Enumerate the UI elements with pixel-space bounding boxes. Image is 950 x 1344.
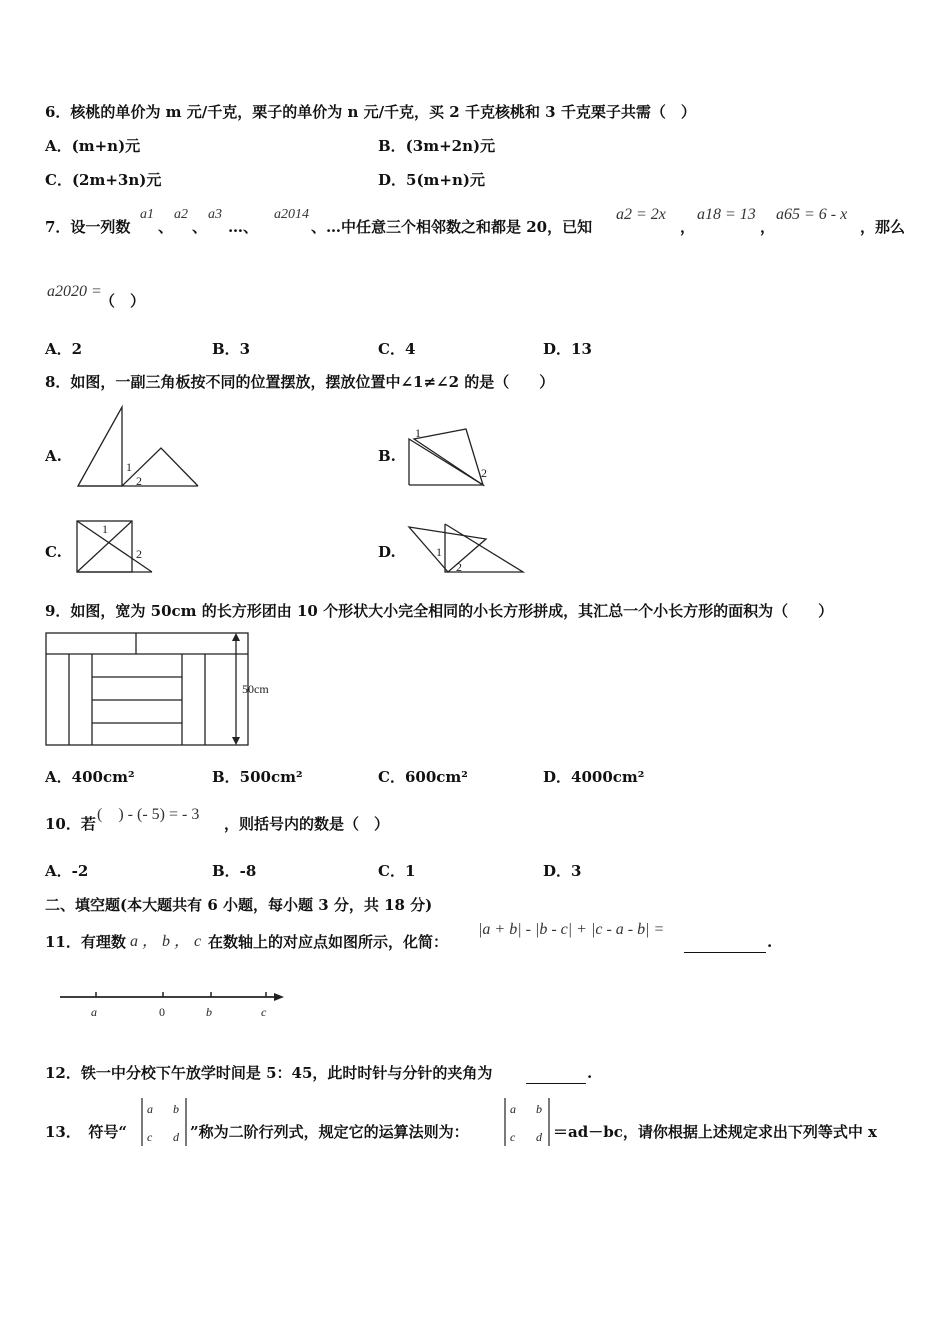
q8d-angle-1: 1 — [436, 545, 442, 559]
q13-determinant-symbol — [140, 1096, 190, 1150]
q11-lead: 11．有理数 — [45, 933, 126, 951]
q9-option-a[interactable]: A．400cm² — [45, 768, 135, 786]
q7-option-a[interactable]: A．2 — [45, 340, 83, 358]
q8c-angle-2: 2 — [136, 547, 142, 561]
q10-expr: ( ) - (- 5) = - 3 — [97, 806, 200, 823]
q13-mid: ”称为二阶行列式，规定它的运算法则为： — [190, 1123, 469, 1141]
q6-option-c[interactable]: C．(2m+3n)元 — [45, 171, 162, 189]
q7-sep-2: 、 — [192, 218, 208, 236]
q8-stem: 8．如图，一副三角板按不同的位置摆放，摆放位置中∠1≠∠2 的是（ ） — [45, 373, 555, 391]
q8b-angle-2: 2 — [481, 466, 487, 480]
q6-option-d[interactable]: D．5(m+n)元 — [378, 171, 485, 189]
q7-end: ，那么 — [860, 218, 906, 236]
q9-option-b[interactable]: B．500cm² — [212, 768, 303, 786]
q10-option-d[interactable]: D．3 — [543, 862, 582, 880]
q10-tail: ，则括号内的数是（ ） — [224, 815, 390, 833]
q7-seq-1: a1 — [140, 207, 154, 222]
q7-seq-2: a2 — [174, 207, 188, 222]
q8a-angle-2: 2 — [136, 474, 142, 488]
q7-ellipsis: …、 — [228, 218, 259, 236]
q8-option-b[interactable]: B. — [378, 447, 396, 465]
q13-lead: 13． 符号“ — [45, 1123, 128, 1141]
q7-comma-2: ， — [760, 218, 776, 236]
axis-label-0: 0 — [159, 1005, 165, 1019]
svg-text:c: c — [510, 1130, 516, 1144]
q10-option-a[interactable]: A．-2 — [45, 862, 89, 880]
q8-figure-c — [76, 518, 156, 576]
q7-option-c[interactable]: C．4 — [378, 340, 416, 358]
q11-number-line — [58, 990, 288, 1020]
q9-option-d[interactable]: D．4000cm² — [543, 768, 645, 786]
q6-option-b[interactable]: B．(3m+2n)元 — [378, 137, 496, 155]
q8-option-c[interactable]: C. — [45, 543, 62, 561]
q8d-angle-2: 2 — [456, 560, 462, 574]
q8-option-a[interactable]: A. — [45, 447, 62, 465]
q7-comma-1: ， — [680, 218, 696, 236]
q9-option-c[interactable]: C．600cm² — [378, 768, 468, 786]
q6-stem: 6．核桃的单价为 m 元/千克，栗子的单价为 n 元/千克，买 2 千克核桃和 3 千克栗子共需（ ） — [45, 103, 696, 121]
q7-option-d[interactable]: D．13 — [543, 340, 592, 358]
q9-rectangle-figure — [45, 632, 285, 748]
q11-vars: a ， b ， c — [130, 933, 202, 950]
q11-expr: |a + b| - |b - c| + |c - a - b| = — [478, 921, 665, 938]
q7-seq-2014: a2014 — [274, 207, 309, 222]
q7-ask: a2020 = — [47, 283, 102, 300]
q6-option-a[interactable]: A．(m+n)元 — [45, 137, 141, 155]
q8b-angle-1: 1 — [415, 426, 421, 440]
q7-tail: 、…中任意三个相邻数之和都是 20，已知 — [311, 218, 593, 236]
svg-text:c: c — [147, 1130, 153, 1144]
q10-lead: 10．若 — [45, 815, 96, 833]
svg-text:a: a — [510, 1102, 516, 1116]
q10-option-b[interactable]: B．-8 — [212, 862, 257, 880]
svg-text:d: d — [173, 1130, 179, 1144]
q11-answer-blank[interactable] — [684, 932, 766, 953]
q8-figure-b — [408, 425, 493, 490]
q8-figure-d — [408, 522, 526, 576]
q10-option-c[interactable]: C．1 — [378, 862, 416, 880]
axis-label-a: a — [91, 1005, 97, 1019]
q12-end: . — [587, 1064, 593, 1082]
svg-text:b: b — [536, 1102, 542, 1116]
q7-cond-3: a65 = 6 - x — [776, 206, 848, 223]
q11-tail: 在数轴上的对应点如图所示，化简： — [208, 933, 449, 951]
q7-cond-1: a2 = 2x — [616, 206, 666, 223]
axis-label-c: c — [261, 1005, 267, 1019]
q8c-angle-1: 1 — [102, 522, 108, 536]
q7-cond-2: a18 = 13 — [697, 206, 756, 223]
svg-text:d: d — [536, 1130, 542, 1144]
q8-option-d[interactable]: D. — [378, 543, 396, 561]
section-2-heading: 二、填空题(本大题共有 6 小题，每小题 3 分，共 18 分) — [45, 896, 433, 914]
q8-figure-a — [76, 405, 201, 490]
q9-stem: 9．如图，宽为 50cm 的长方形团由 10 个形状大小完全相同的小长方形拼成，其汇总一个小长方形的面积为（ ） — [45, 602, 834, 620]
q11-end: . — [767, 933, 773, 951]
q12-answer-blank[interactable] — [526, 1063, 586, 1084]
q7-lead: 7．设一列数 — [45, 218, 131, 236]
q12-stem: 12．铁一中分校下午放学时间是 5：45，此时时针与分针的夹角为 — [45, 1064, 493, 1082]
q7-option-b[interactable]: B．3 — [212, 340, 251, 358]
svg-text:b: b — [173, 1102, 179, 1116]
axis-label-b: b — [206, 1005, 212, 1019]
q9-dim-label: 50cm — [242, 682, 269, 696]
q8a-angle-1: 1 — [126, 460, 132, 474]
q7-seq-3: a3 — [208, 207, 222, 222]
svg-text:a: a — [147, 1102, 153, 1116]
q13-determinant-rule — [503, 1096, 553, 1150]
q7-paren: （ ） — [100, 292, 146, 310]
q13-rule: ＝ad－bc，请你根据上述规定求出下列等式中 x — [553, 1123, 877, 1141]
q7-sep-1: 、 — [158, 218, 174, 236]
